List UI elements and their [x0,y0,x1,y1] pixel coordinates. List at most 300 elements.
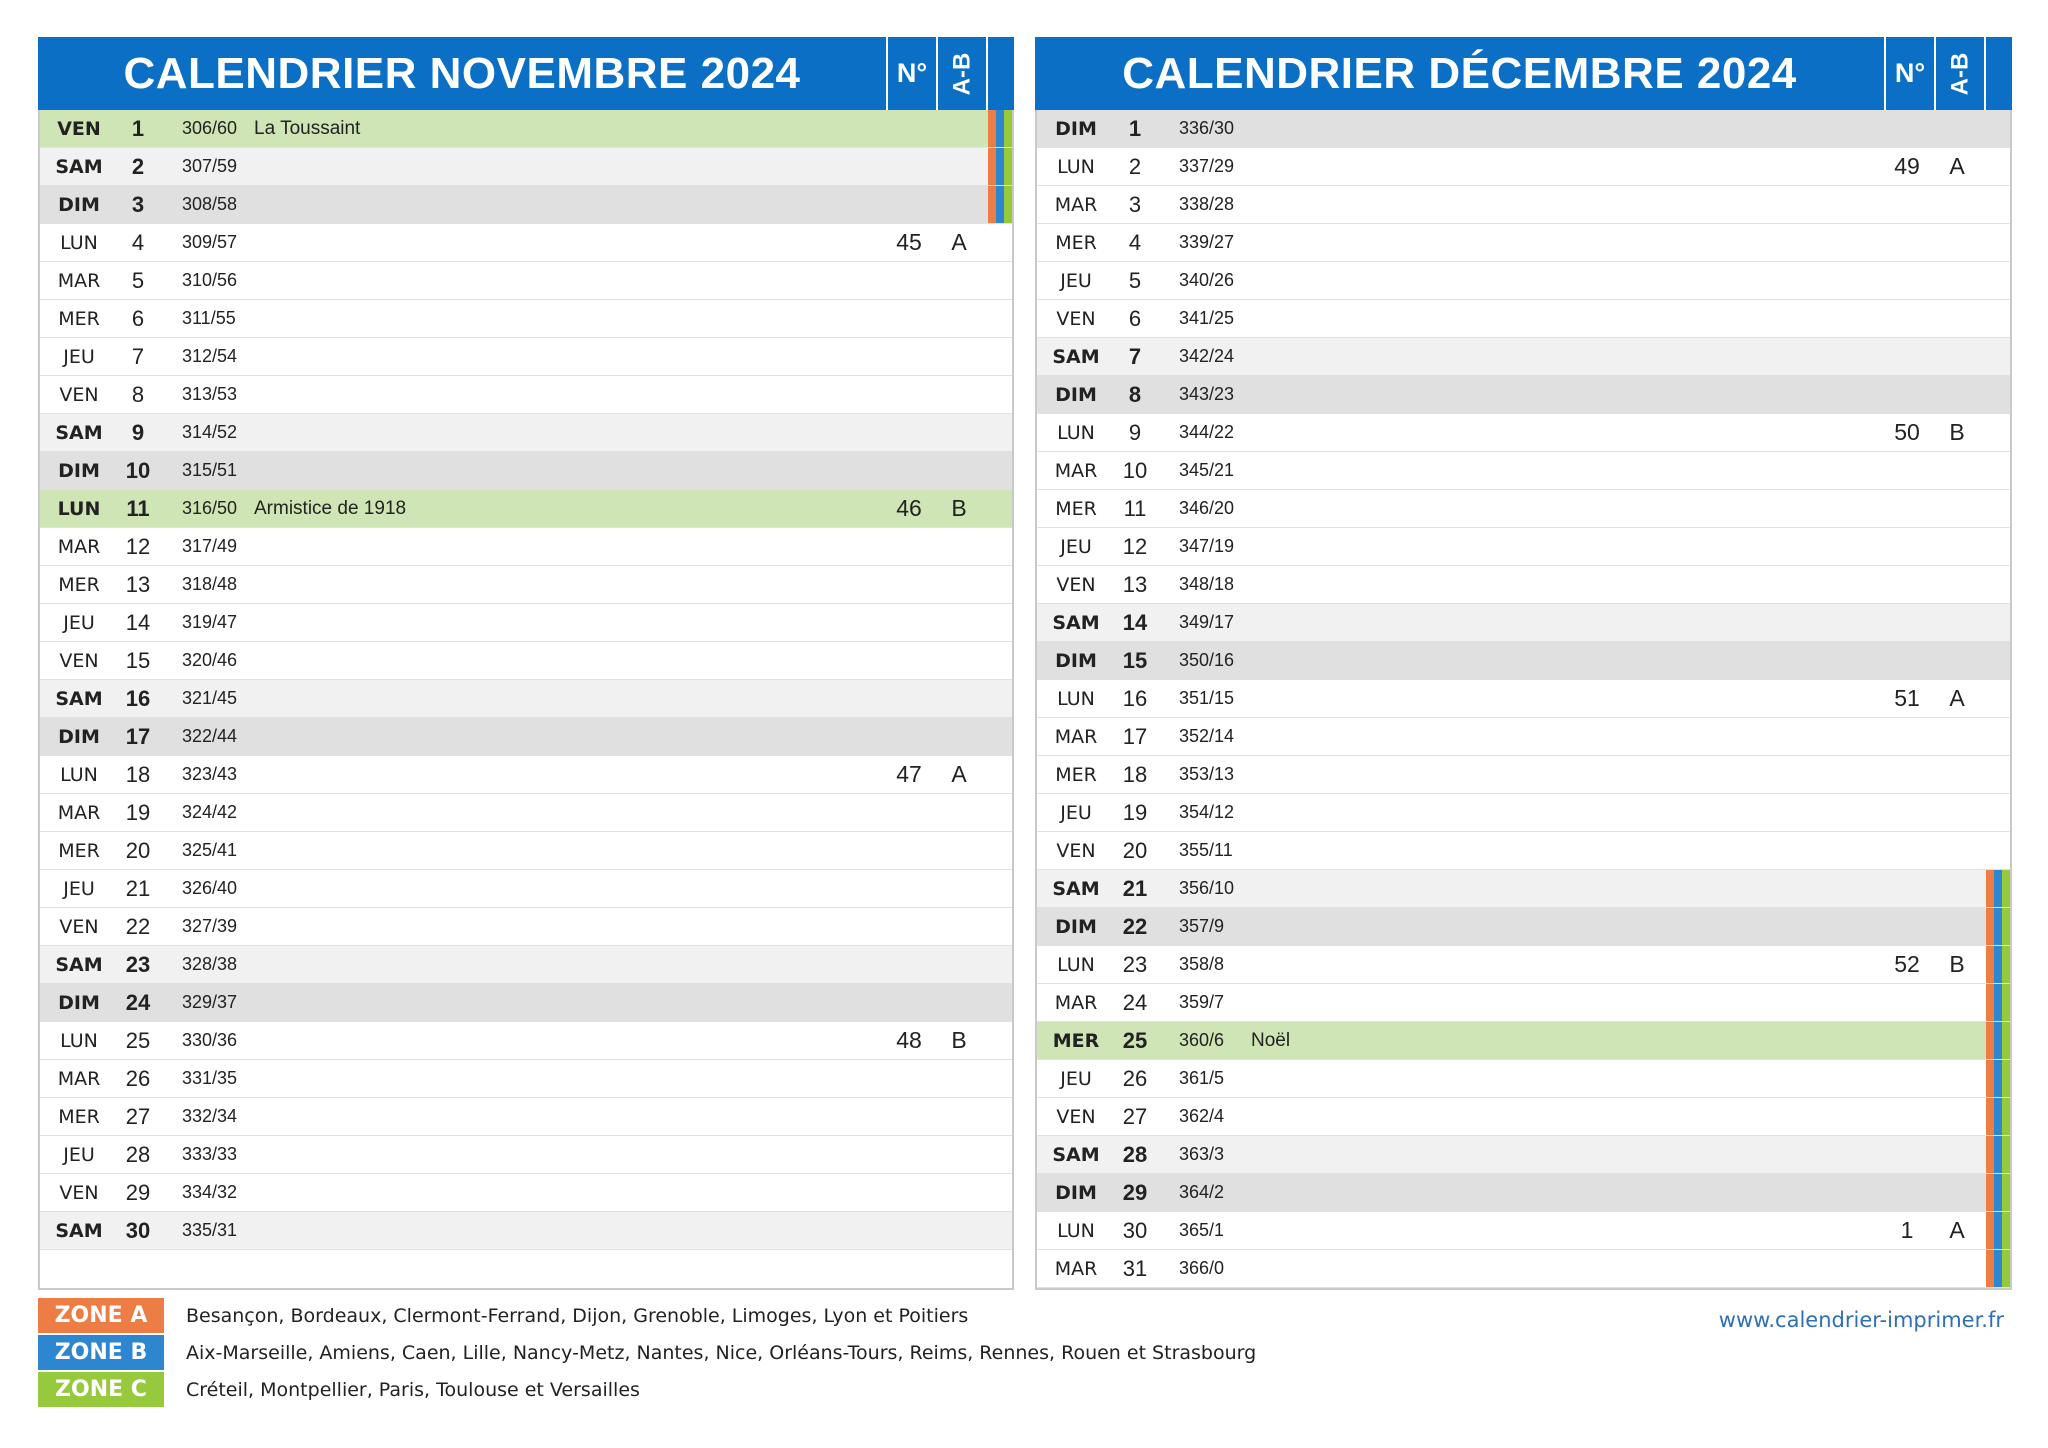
zone-b-holiday-bar [996,110,1004,147]
day-number: 16 [125,685,151,711]
day-number: 29 [1122,1179,1148,1205]
school-holiday-zones [984,300,1012,337]
zone-c-holiday-bar [2002,870,2010,907]
day-number: 4 [1128,229,1142,255]
zone-c-holiday-bar [2002,908,2010,945]
week-ab: A [1949,1217,1965,1243]
day-number: 27 [125,1103,151,1129]
day-number: 14 [125,609,151,635]
day-number: 19 [125,799,151,825]
calendar-row [1037,452,2010,490]
zone-b-holiday-bar [1994,1060,2002,1097]
zone-header [986,37,1014,110]
zone-legend [38,1297,1256,1408]
school-holiday-zones [984,794,1012,831]
calendar-row [1037,984,2010,1022]
school-holiday-zones [984,1060,1012,1097]
school-holiday-zones [1982,1174,2010,1211]
week-ab: A [951,229,967,255]
calendar-row [1037,1022,2010,1060]
day-of-year: 308/58 [182,194,238,214]
day-of-year: 328/38 [182,954,238,974]
zone-a-holiday-bar [1986,1136,1994,1173]
school-holiday-zones [1982,224,2010,261]
legend-zone-c [38,1371,1256,1408]
school-holiday-zones [1982,148,2010,185]
day-number: 7 [1128,343,1142,369]
day-of-week: LUN [1057,155,1095,178]
calendar-body [1035,110,2012,1290]
day-of-week: JEU [63,345,95,368]
calendar-row [40,870,1012,908]
zone-a-holiday-bar [1986,1060,1994,1097]
day-of-week: SAM [55,421,103,444]
day-of-year: 353/13 [1179,764,1235,784]
day-of-week: VEN [57,117,101,140]
calendar-row [40,946,1012,984]
school-holiday-zones [984,832,1012,869]
day-of-week: VEN [1056,839,1096,862]
school-holiday-zones [984,1174,1012,1211]
day-of-year: 339/27 [1179,232,1235,252]
zone-b-holiday-bar [1994,908,2002,945]
day-number: 17 [1122,723,1148,749]
day-number: 3 [1128,191,1142,217]
zone-a-holiday-bar [988,148,996,185]
week-number: 47 [896,761,922,787]
day-of-year: 313/53 [182,384,238,404]
day-of-year: 350/16 [1179,650,1235,670]
week-number: 45 [896,229,922,255]
school-holiday-zones [1982,794,2010,831]
week-number: 51 [1894,685,1920,711]
week-number: 46 [896,495,922,521]
zone-b-cities: Aix-Marseille, Amiens, Caen, Lille, Nancy-Metz, Nantes, Nice, Orléans-Tours, Reims, Rennes, Rouen et Strasbourg [186,1341,1257,1364]
day-of-week: DIM [58,459,100,482]
week-number: 1 [1900,1217,1914,1243]
calendar-row [1037,642,2010,680]
school-holiday-zones [984,870,1012,907]
school-holiday-zones [984,1098,1012,1135]
calendar-row [40,566,1012,604]
school-holiday-zones [1982,1136,2010,1173]
day-of-week: MAR [1054,991,1098,1014]
school-holiday-zones [1982,452,2010,489]
calendar-header [38,37,1014,110]
day-of-week: MER [1052,1029,1100,1052]
day-of-year: 306/60 [182,118,238,138]
day-of-year: 360/6 [1179,1030,1225,1050]
day-of-year: 314/52 [182,422,238,442]
calendar-row [1037,1250,2010,1288]
day-of-week: VEN [59,915,99,938]
zone-b-holiday-bar [1994,984,2002,1021]
day-number: 13 [125,571,151,597]
calendar-row [1037,794,2010,832]
day-of-year: 337/29 [1179,156,1235,176]
day-number: 13 [1122,571,1148,597]
day-of-year: 320/46 [182,650,238,670]
week-ab: B [1949,951,1965,977]
day-number: 31 [1122,1255,1148,1281]
day-of-week: MAR [1054,193,1098,216]
day-of-year: 321/45 [182,688,238,708]
day-number: 21 [125,875,151,901]
day-number: 14 [1122,609,1148,635]
calendar-row [1037,338,2010,376]
zone-a-holiday-bar [1986,870,1994,907]
zone-a-holiday-bar [1986,1174,1994,1211]
day-of-week: SAM [1052,611,1100,634]
day-of-week: DIM [1055,1181,1097,1204]
week-ab: A [1949,153,1965,179]
calendar-row [40,1098,1012,1136]
day-of-year: 322/44 [182,726,238,746]
day-of-year: 309/57 [182,232,238,252]
day-number: 20 [125,837,151,863]
day-number: 18 [1122,761,1148,787]
day-number: 4 [131,229,145,255]
day-of-week: DIM [58,991,100,1014]
calendar-row [1037,832,2010,870]
day-of-week: DIM [1055,649,1097,672]
day-number: 24 [125,989,151,1015]
calendar-row [40,1136,1012,1174]
day-of-week: JEU [1060,1067,1092,1090]
day-of-year: 338/28 [1179,194,1235,214]
week-ab: B [951,1027,967,1053]
day-of-year: 326/40 [182,878,238,898]
day-number: 3 [131,191,145,217]
website-link[interactable]: www.calendrier-imprimer.fr [1718,1308,2004,1332]
calendar-row [40,338,1012,376]
calendar-row [40,794,1012,832]
day-number: 5 [1128,267,1142,293]
day-of-week: DIM [1055,915,1097,938]
calendar-row [1037,110,2010,148]
school-holiday-zones [984,224,1012,261]
school-holiday-zones [984,110,1012,147]
day-number: 1 [131,115,145,141]
week-ab: A [1949,685,1965,711]
school-holiday-zones [1982,908,2010,945]
day-of-year: 352/14 [1179,726,1235,746]
day-of-year: 311/55 [182,308,236,328]
day-number: 25 [1122,1027,1148,1053]
zone-c-holiday-bar [2002,1098,2010,1135]
school-holiday-zones [1982,338,2010,375]
zone-a-holiday-bar [1986,1212,1994,1249]
day-of-week: DIM [58,193,100,216]
day-of-week: VEN [1056,573,1096,596]
zone-c-holiday-bar [2002,984,2010,1021]
zone-c-cities: Créteil, Montpellier, Paris, Toulouse et Versailles [186,1378,640,1401]
calendar-row [1037,376,2010,414]
week-number: 52 [1894,951,1920,977]
zone-c-holiday-bar [2002,1136,2010,1173]
day-number: 9 [131,419,145,445]
calendar-row [40,756,1012,794]
school-holiday-zones [984,262,1012,299]
day-of-week: MER [1055,763,1097,786]
zone-a-holiday-bar [1986,1098,1994,1135]
week-ab-header-label: A-B [948,52,975,95]
day-number: 25 [125,1027,151,1053]
week-number-header: N° [886,37,936,110]
day-number: 18 [125,761,151,787]
school-holiday-zones [1982,490,2010,527]
school-holiday-zones [1982,604,2010,641]
event-label: Armistice de 1918 [254,497,407,519]
calendar-row [40,376,1012,414]
calendar-row [40,490,1012,528]
event-label: La Toussaint [254,117,361,139]
day-number: 8 [1128,381,1142,407]
calendar-row [1037,946,2010,984]
calendar-row [40,1212,1012,1250]
school-holiday-zones [984,756,1012,793]
school-holiday-zones [1982,870,2010,907]
calendar-row [1037,756,2010,794]
day-number: 9 [1128,419,1142,445]
day-of-week: VEN [1056,307,1096,330]
day-number: 2 [131,153,145,179]
school-holiday-zones [1982,832,2010,869]
school-holiday-zones [1982,186,2010,223]
day-number: 29 [125,1179,151,1205]
zone-b-holiday-bar [996,148,1004,185]
day-number: 11 [1123,495,1147,521]
legend-zone-a [38,1297,1256,1334]
zone-a-cities: Besançon, Bordeaux, Clermont-Ferrand, Dijon, Grenoble, Limoges, Lyon et Poitiers [186,1304,969,1327]
calendar-title: CALENDRIER NOVEMBRE 2024 [123,48,801,98]
day-of-year: 355/11 [1179,840,1233,860]
school-holiday-zones [984,490,1012,527]
week-ab-header [1934,37,1984,110]
day-number: 1 [1128,115,1142,141]
day-of-week: MER [58,1105,100,1128]
school-holiday-zones [1982,680,2010,717]
day-number: 6 [131,305,145,331]
zone-b-holiday-bar [1994,1174,2002,1211]
day-of-week: MAR [57,1067,101,1090]
calendar-row [1037,604,2010,642]
calendar-row [1037,718,2010,756]
week-number: 49 [1894,153,1920,179]
school-holiday-zones [1982,262,2010,299]
school-holiday-zones [1982,528,2010,565]
zone-b-holiday-bar [996,186,1004,223]
day-number: 28 [125,1141,151,1167]
zone-a-holiday-bar [988,186,996,223]
day-of-week: MER [58,307,100,330]
week-number: 50 [1894,419,1920,445]
zone-b-holiday-bar [1994,946,2002,983]
zone-c-holiday-bar [2002,1060,2010,1097]
calendar-row [40,1060,1012,1098]
legend-zone-b [38,1334,1256,1371]
day-of-week: MAR [57,535,101,558]
calendar-row [40,452,1012,490]
calendar-title: CALENDRIER DÉCEMBRE 2024 [1122,48,1797,98]
day-of-week: LUN [1057,1219,1095,1242]
calendar-row [40,642,1012,680]
day-of-week: DIM [58,725,100,748]
school-holiday-zones [984,1022,1012,1059]
day-number: 23 [125,951,151,977]
calendar-row [1037,1060,2010,1098]
calendar-row [40,110,1012,148]
calendar-row [1037,262,2010,300]
day-of-week: LUN [60,1029,98,1052]
school-holiday-zones [1982,376,2010,413]
day-number: 28 [1122,1141,1148,1167]
day-of-week: SAM [55,953,103,976]
day-number: 2 [1128,153,1142,179]
day-of-week: LUN [1057,953,1095,976]
day-of-year: 332/34 [182,1106,238,1126]
calendar-row [1037,528,2010,566]
day-number: 6 [1128,305,1142,331]
day-of-week: JEU [1060,801,1092,824]
zone-c-holiday-bar [2002,1174,2010,1211]
calendar-row [1037,224,2010,262]
day-of-year: 347/19 [1179,536,1235,556]
day-of-year: 341/25 [1179,308,1235,328]
zone-b-holiday-bar [1994,1250,2002,1287]
calendar-row [40,718,1012,756]
calendar-row [40,832,1012,870]
school-holiday-zones [984,718,1012,755]
day-of-year: 329/37 [182,992,238,1012]
day-of-week: JEU [1060,535,1092,558]
day-of-week: LUN [57,497,101,520]
school-holiday-zones [984,642,1012,679]
day-number: 8 [131,381,145,407]
zone-c-holiday-bar [1004,186,1012,223]
day-of-year: 344/22 [1179,422,1235,442]
zone-a-holiday-bar [1986,946,1994,983]
school-holiday-zones [1982,300,2010,337]
calendar-row [1037,414,2010,452]
day-number: 26 [1122,1065,1148,1091]
day-of-year: 343/23 [1179,384,1235,404]
zone-c-holiday-bar [2002,1022,2010,1059]
day-of-week: SAM [1052,1143,1100,1166]
day-of-year: 356/10 [1179,878,1235,898]
day-of-week: DIM [1055,117,1097,140]
day-of-year: 335/31 [182,1220,238,1240]
calendar-row [1037,680,2010,718]
zone-b-holiday-bar [1994,1022,2002,1059]
calendar-row [1037,566,2010,604]
day-of-year: 317/49 [182,536,238,556]
zone-a-badge: ZONE A [38,1298,164,1333]
day-of-year: 334/32 [182,1182,238,1202]
day-of-week: MER [1055,497,1097,520]
day-of-week: MAR [57,801,101,824]
day-of-year: 324/42 [182,802,238,822]
day-of-week: SAM [1052,345,1100,368]
day-number: 21 [1122,875,1148,901]
day-of-week: MAR [1054,459,1098,482]
day-of-week: MAR [1054,725,1098,748]
calendar-row [40,604,1012,642]
day-number: 7 [131,343,145,369]
zone-c-holiday-bar [1004,148,1012,185]
day-number: 10 [125,457,151,483]
school-holiday-zones [984,414,1012,451]
calendar-row [40,186,1012,224]
day-of-year: 357/9 [1179,916,1225,936]
day-number: 20 [1122,837,1148,863]
school-holiday-zones [1982,642,2010,679]
day-of-year: 319/47 [182,612,238,632]
day-number: 24 [1122,989,1148,1015]
calendar-row [1037,1136,2010,1174]
day-of-year: 354/12 [1179,802,1235,822]
school-holiday-zones [984,376,1012,413]
school-holiday-zones [1982,1098,2010,1135]
day-of-year: 307/59 [182,156,238,176]
zone-b-badge: ZONE B [38,1335,164,1370]
zone-a-holiday-bar [1986,984,1994,1021]
day-of-week: MER [58,573,100,596]
zone-c-holiday-bar [2002,946,2010,983]
day-of-year: 346/20 [1179,498,1235,518]
day-of-week: VEN [59,649,99,672]
day-of-week: MAR [57,269,101,292]
day-of-year: 333/33 [182,1144,238,1164]
day-number: 26 [125,1065,151,1091]
calendar-row [1037,186,2010,224]
week-number: 48 [896,1027,922,1053]
school-holiday-zones [984,148,1012,185]
calendar-row [40,908,1012,946]
calendar-row [40,300,1012,338]
day-number: 11 [126,495,150,521]
day-number: 10 [1122,457,1148,483]
event-label: Noël [1251,1029,1291,1051]
calendar-row [1037,1212,2010,1250]
day-of-week: MER [58,839,100,862]
calendar-row [40,1174,1012,1212]
school-holiday-zones [984,186,1012,223]
school-holiday-zones [984,984,1012,1021]
school-holiday-zones [1982,756,2010,793]
school-holiday-zones [1982,566,2010,603]
day-of-year: 345/21 [1179,460,1235,480]
day-number: 30 [1122,1217,1148,1243]
zone-c-holiday-bar [2002,1212,2010,1249]
day-of-year: 316/50 [182,498,238,518]
day-of-year: 325/41 [182,840,238,860]
school-holiday-zones [1982,1212,2010,1249]
day-number: 22 [1122,913,1148,939]
day-of-year: 336/30 [1179,118,1235,138]
day-of-year: 366/0 [1179,1258,1225,1278]
zone-b-holiday-bar [1994,870,2002,907]
day-of-year: 359/7 [1179,992,1225,1012]
day-of-week: JEU [63,1143,95,1166]
school-holiday-zones [1982,110,2010,147]
calendar-row [1037,1174,2010,1212]
day-of-year: 330/36 [182,1030,238,1050]
calendar-row [40,414,1012,452]
calendar-header [1035,37,2012,110]
zone-a-holiday-bar [1986,908,1994,945]
day-of-year: 331/35 [182,1068,238,1088]
